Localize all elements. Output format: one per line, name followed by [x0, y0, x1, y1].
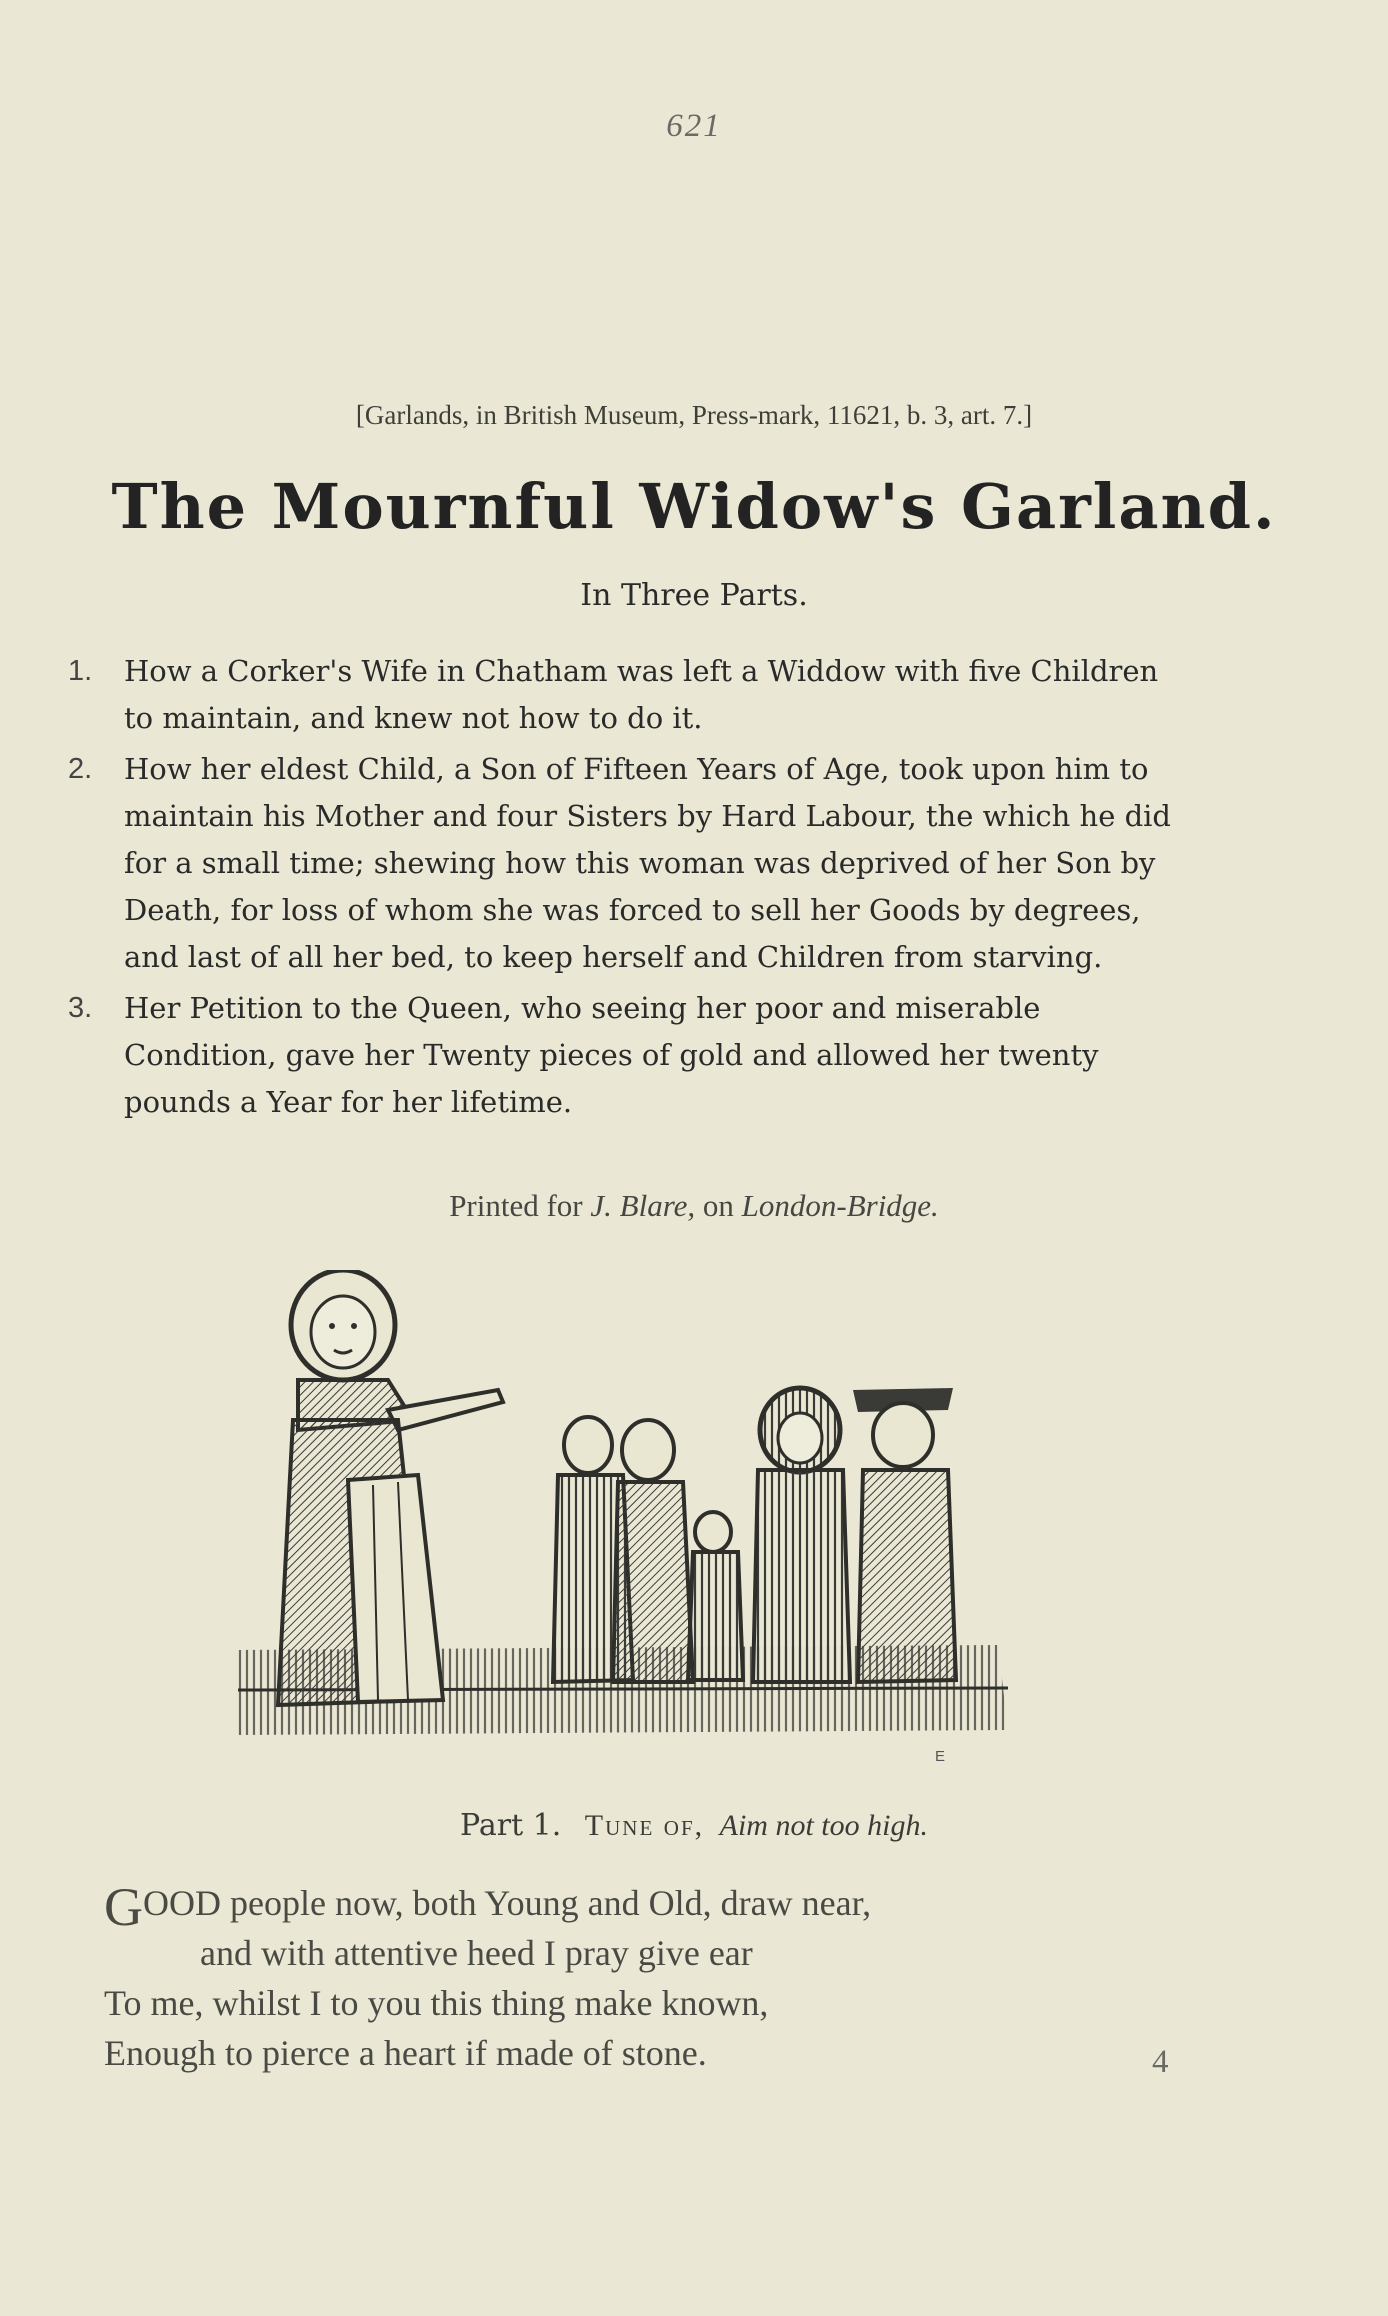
verse-line: [104, 1978, 1234, 2028]
contents-item-number: 2.: [68, 753, 93, 785]
contents-item-number: 1.: [68, 655, 93, 687]
ballad-subtitle: In Three Parts.: [580, 578, 808, 613]
imprint-on: on: [702, 1188, 734, 1223]
tune-label: Tune of,: [584, 1809, 705, 1842]
verse-line-text: and with attentive heed I pray give ear: [200, 1933, 753, 1973]
ballad-title: The Mournful Widow's Garland.: [111, 470, 1277, 543]
drop-cap: G: [104, 1877, 143, 1937]
contents-item-text: Her Petition to the Queen, who seeing her poor and miserable Condition, gave her Twenty pieces of gold and allowed her twenty pounds a Year for her lifetime.: [124, 991, 1099, 1119]
verse-line-text: Enough to pierce a heart if made of stone.: [104, 2033, 707, 2073]
verse-line-number: 4: [1152, 2044, 1169, 2080]
verse-line: [104, 1877, 1234, 1937]
part-label: Part 1.: [460, 1808, 562, 1843]
imprint-place: London-Bridge.: [741, 1188, 939, 1223]
imprint-line: [0, 1188, 1388, 1224]
imprint-printer: J. Blare,: [590, 1188, 696, 1223]
contents-item-text: How a Corker's Wife in Chatham was left a Widdow with five Children to maintain, and knew not how to do it.: [124, 654, 1159, 735]
tune-name: Aim not too high.: [719, 1809, 928, 1842]
page-number: 621: [666, 108, 722, 144]
verse-line: [104, 2028, 1234, 2078]
contents-list: [64, 648, 1184, 1130]
verse-line-text: OOD people now, both Young and Old, draw near,: [143, 1883, 872, 1923]
contents-item-text: How her eldest Child, a Son of Fifteen Years of Age, took upon him to maintain his Mother and four Sisters by Hard Labour, the which he did for a small time; shewing how this woman was deprived of her Son by Death, for loss of whom she was forced to sell her Goods by degrees, and last of all her bed, to keep herself and Children from starving.: [124, 752, 1171, 974]
contents-item-number: 3.: [68, 992, 93, 1024]
woodcut-illustration: [238, 1270, 1008, 1740]
contents-item: [64, 746, 1184, 981]
contents-item: [64, 648, 1184, 742]
source-note: [Garlands, in British Museum, Press-mark, 11621, b. 3, art. 7.]: [355, 400, 1033, 430]
part-heading: [0, 1808, 1388, 1843]
stanza: [104, 1878, 1234, 2078]
verse-line: [104, 1928, 1234, 1978]
contents-item: [64, 985, 1184, 1126]
signature-mark: E: [935, 1748, 946, 1765]
verse-line-text: To me, whilst I to you this thing make known,: [104, 1983, 769, 2023]
imprint-prefix: Printed for: [449, 1188, 583, 1223]
